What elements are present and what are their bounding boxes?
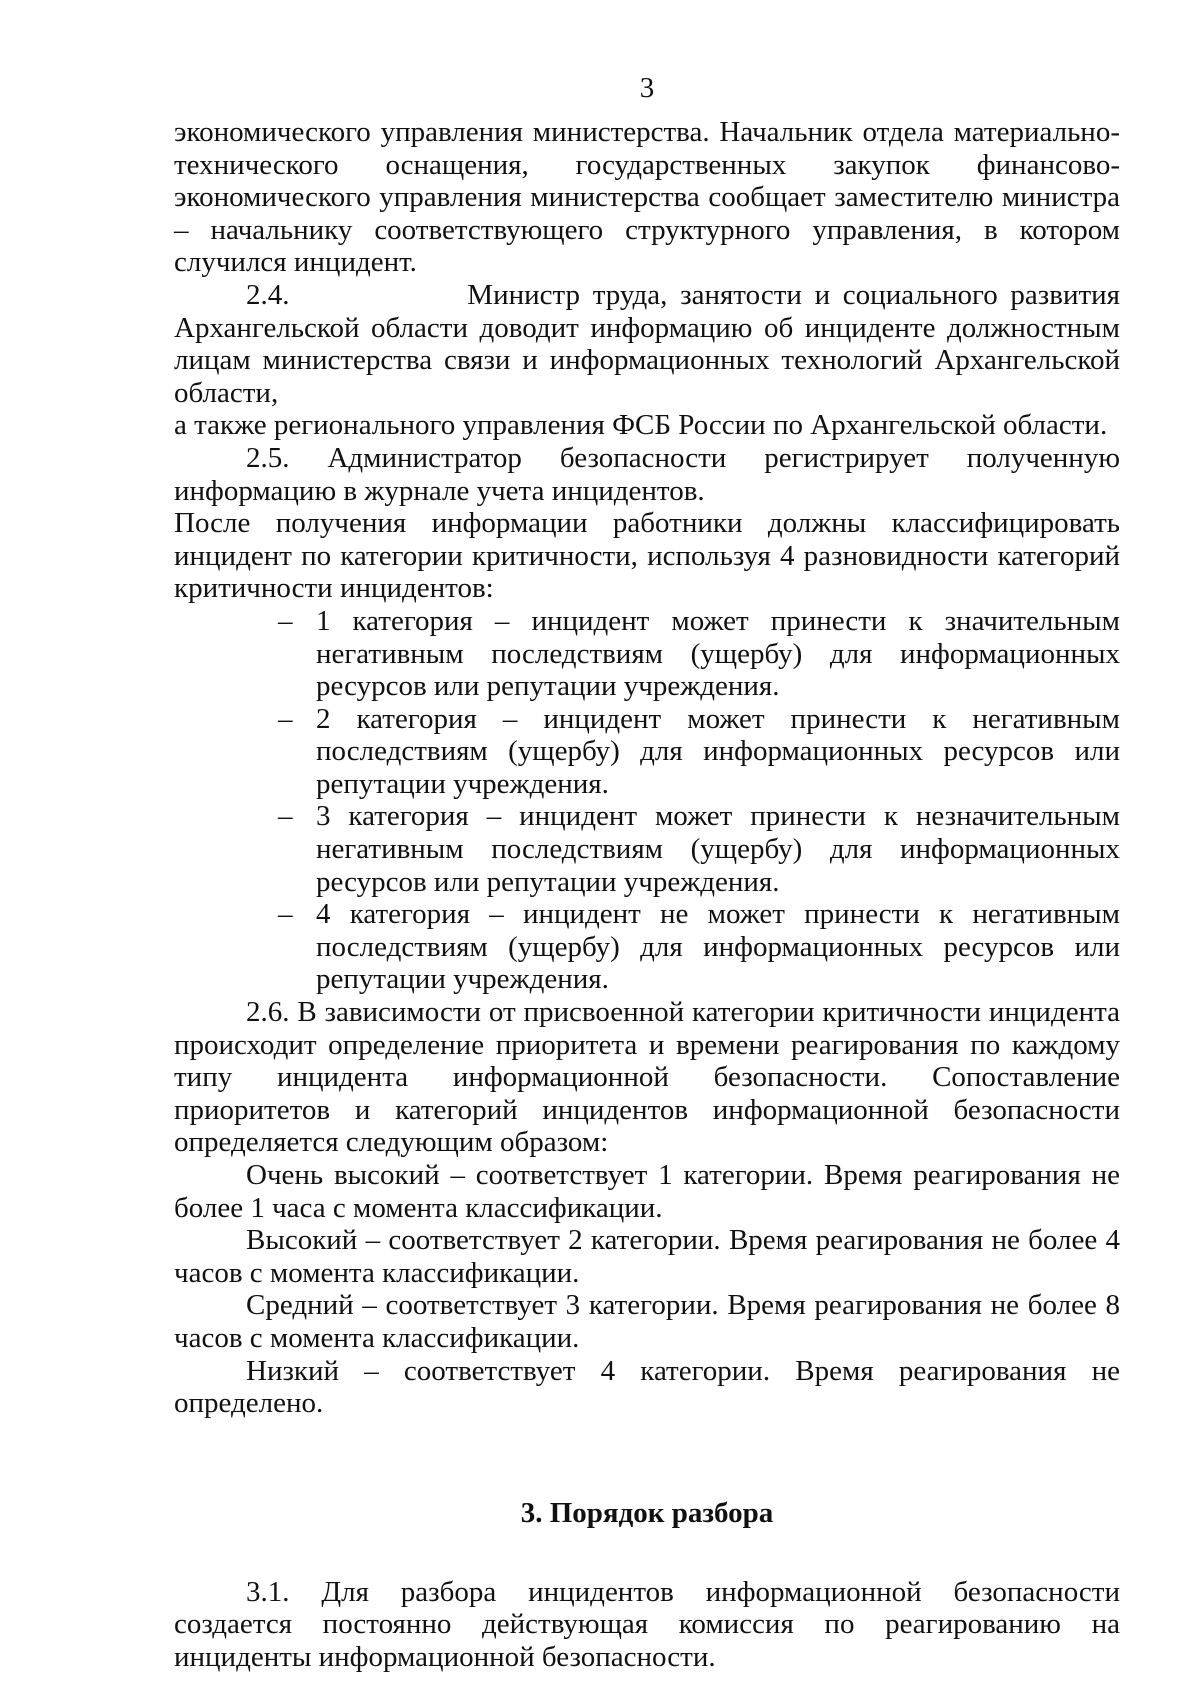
category-text: 2 категория – инцидент может принести к негативным последствиям (ущербу) для информационных ресурсов или репутации учреждения.: [316, 702, 1120, 800]
paragraph-classification: После получения информации работники должны классифицировать инцидент по категории критичности, используя 4 разновидности категорий критичности инцидентов:: [174, 507, 1120, 605]
bullet-dash: –: [278, 800, 293, 833]
bullet-dash: –: [278, 702, 293, 735]
paragraph-2-4: 2.4. Министр труда, занятости и социального развития Архангельской области доводит информацию об инциденте должностным лицам министерства связи и информационных технологий Архангельской области,: [174, 278, 1120, 409]
category-text: 4 категория – инцидент не может принести к негативным последствиям (ущербу) для информационных ресурсов или репутации учреждения.: [316, 898, 1120, 996]
section-title: 3. Порядок разбора: [520, 1496, 774, 1529]
paragraph-continuation: экономического управления министерства. Начальник отдела материально-технического оснащения, государственных закупок финансово-экономического управления министерства сообщает заместителю министра – начальнику соответствующего структурного управления, в котором случился инцидент.: [174, 116, 1120, 279]
paragraph-2-4-continuation: а также регионального управления ФСБ России по Архангельской области.: [174, 409, 1108, 442]
paragraph-3-1: 3.1. Для разбора инцидентов информационной безопасности создается постоянно действующая комиссия по реагированию на инциденты информационной безопасности.: [174, 1575, 1120, 1673]
bullet-dash: –: [278, 898, 293, 931]
category-text: 1 категория – инцидент может принести к значительным негативным последствиям (ущербу) для информационных ресурсов или репутации учреждения.: [316, 604, 1120, 703]
priority-very-high: Очень высокий – соответствует 1 категории. Время реагирования не более 1 часа с момента классификации.: [174, 1159, 1120, 1224]
priority-low: Низкий – соответствует 4 категории. Время реагирования не определено.: [174, 1354, 1120, 1420]
priority-high: Высокий – соответствует 2 категории. Время реагирования не более 4 часов с момента классификации.: [174, 1224, 1120, 1289]
paragraph-2-5: 2.5. Администратор безопасности регистрирует полученную информацию в журнале учета инцидентов.: [174, 441, 1120, 507]
bullet-dash: –: [278, 604, 293, 637]
category-list: [174, 605, 1120, 996]
category-text: 3 категория – инцидент может принести к незначительным негативным последствиям (ущербу) для информационных ресурсов или репутации учреждения.: [316, 800, 1120, 898]
category-item: [278, 800, 1120, 898]
paragraph-2-6: 2.6. В зависимости от присвоенной категории критичности инцидента происходит определение приоритета и времени реагирования по каждому типу инцидента информационной безопасности. Сопоставление приоритетов и категорий инцидентов информационной безопасности определяется следующим образом:: [174, 996, 1120, 1159]
category-item: [278, 702, 1120, 801]
category-item: [278, 604, 1120, 703]
category-item: [278, 898, 1120, 996]
priority-medium: Средний – соответствует 3 категории. Время реагирования не более 8 часов с момента классификации.: [174, 1289, 1120, 1354]
document-page: [174, 64, 1120, 1674]
page-number: 3: [639, 72, 655, 104]
